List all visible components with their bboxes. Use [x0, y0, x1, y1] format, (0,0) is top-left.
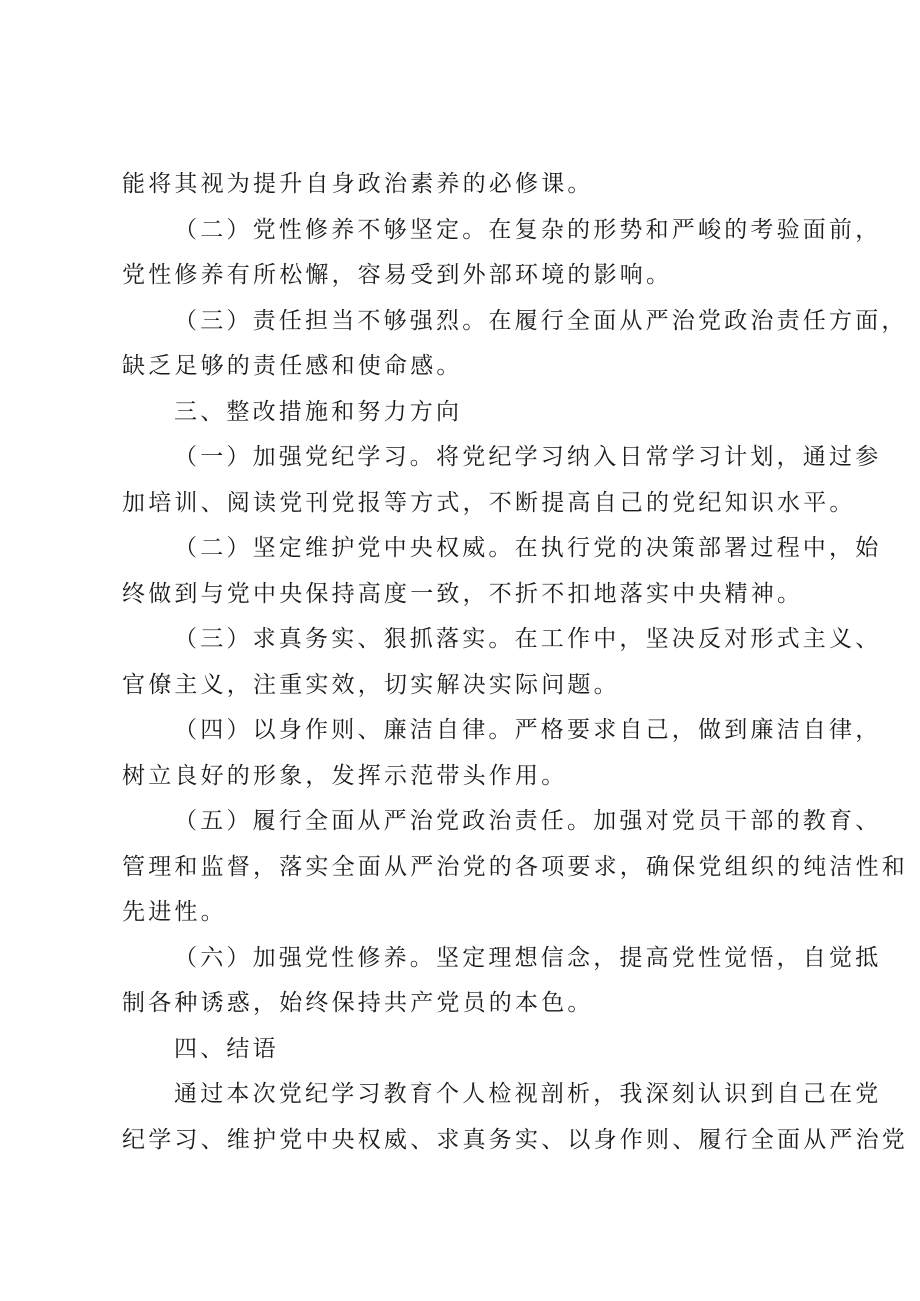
- paragraph-central-authority: [122, 526, 882, 617]
- text-line: 终做到与党中央保持高度一致，不折不扣地落实中央精神。: [122, 580, 804, 607]
- text-line: 官僚主义，注重实效，切实解决实际问题。: [122, 671, 620, 698]
- section-heading-rectification: [122, 390, 810, 436]
- text-line: 制各种诱惑，始终保持共产党员的本色。: [122, 990, 594, 1016]
- document-body: [122, 162, 908, 1163]
- text-line: 先进性。: [122, 899, 227, 925]
- paragraph-party-spirit: [122, 208, 882, 299]
- text-line: 通过本次党纪学习教育个人检视剖析，我深刻认识到自己在党: [174, 1081, 882, 1107]
- text-line: （五）履行全面从严治党政治责任。加强对党员干部的教育、: [174, 808, 882, 834]
- text-line: （二）坚定维护党中央权威。在执行党的决策部署过程中，始: [174, 535, 882, 561]
- text-line: 能将其视为提升自身政治素养的必修课。: [122, 171, 594, 197]
- text-line: （三）责任担当不够强烈。在履行全面从严治党政治责任方面，: [174, 307, 908, 334]
- text-line: 缺乏足够的责任感和使命感。: [122, 353, 463, 379]
- paragraph-strict-governance: [122, 799, 908, 936]
- text-line: 党性修养有所松懈，容易受到外部环境的影响。: [122, 262, 673, 288]
- section-heading-conclusion: [122, 1027, 810, 1073]
- text-line: （六）加强党性修养。坚定理想信念，提高党性觉悟，自觉抵: [174, 944, 882, 971]
- paragraph-conclusion: [122, 1072, 908, 1163]
- paragraph-party-cultivation: [122, 936, 882, 1027]
- text-line: 加培训、阅读党刊党报等方式，不断提高自己的党纪知识水平。: [122, 489, 856, 516]
- text-line: （四）以身作则、廉洁自律。严格要求自己，做到廉洁自律，: [174, 717, 882, 743]
- paragraph-integrity: [122, 708, 882, 799]
- text-line: 管理和监督，落实全面从严治党的各项要求，确保党组织的纯洁性和: [122, 853, 908, 880]
- text-line: 树立良好的形象，发挥示范带头作用。: [122, 762, 568, 789]
- text-line: （三）求真务实、狠抓落实。在工作中，坚决反对形式主义、: [174, 626, 882, 652]
- paragraph-continuation: [122, 162, 810, 208]
- section-heading: 三、整改措施和努力方向: [174, 398, 463, 425]
- text-line: （一）加强党纪学习。将党纪学习纳入日常学习计划，通过参: [174, 444, 882, 470]
- section-heading: 四、结语: [174, 1035, 279, 1062]
- text-line: （二）党性修养不够坚定。在复杂的形势和严峻的考验面前，: [174, 216, 882, 243]
- paragraph-responsibility: [122, 299, 908, 390]
- text-line: 纪学习、维护党中央权威、求真务实、以身作则、履行全面从严治党: [122, 1126, 908, 1153]
- paragraph-discipline-study: [122, 435, 882, 526]
- paragraph-pragmatism: [122, 617, 882, 708]
